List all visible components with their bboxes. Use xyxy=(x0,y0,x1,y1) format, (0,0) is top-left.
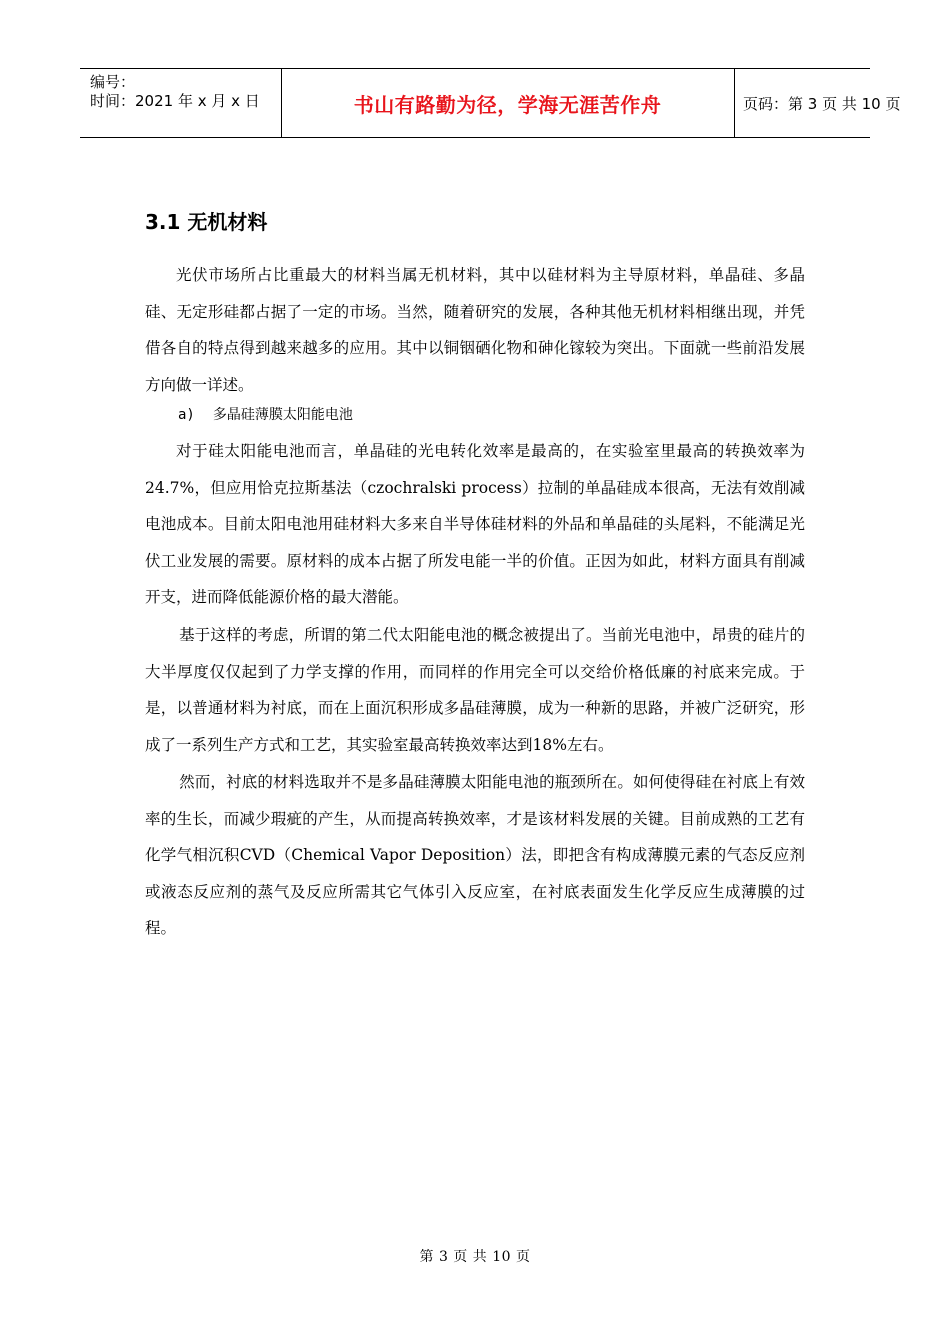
header-page-info: 页码：第 3 页 共 10 页 xyxy=(743,94,901,113)
header-motto-cell xyxy=(281,69,735,137)
header-motto: 书山有路勤为径，学海无涯苦作舟 xyxy=(353,92,662,117)
page-footer: 第 3 页 共 10 页 xyxy=(419,1249,531,1265)
paragraph-substrate: 然而，衬底的材料选取并不是多晶硅薄膜太阳能电池的瓶颈所在。如何使得硅在衬底上有效率的生长，而减少瑕疵的产生，从而提高转换效率，才是该材料发展的关键。目前成熟的工艺有化学气相沉积CVD（Chemical Vapor Deposition）法，即把含有构成薄膜元素的气态反应剂或液态反应剂的蒸气及反应所需其它气体引入反应室，在衬底表面发生化学反应生成薄膜的过程。 xyxy=(145,773,805,937)
document-date-label: 时间：2021 年 x 月 x 日 xyxy=(90,92,260,110)
subheading xyxy=(178,404,353,424)
header-page-cell xyxy=(735,69,901,137)
subheading-label: 多晶硅薄膜太阳能电池 xyxy=(212,407,353,423)
paragraph-intro: 光伏市场所占比重最大的材料当属无机材料，其中以硅材料为主导原材料，单晶硅、多晶硅、无定形硅都占据了一定的市场。当然，随着研究的发展，各种其他无机材料相继出现，并凭借各自的特点得到越来越多的应用。其中以铜铟硒化物和砷化镓较为突出。下面就一些前沿发展方向做一详述。 xyxy=(145,266,805,394)
section-title: 3.1 无机材料 xyxy=(145,210,268,234)
subheading-marker: a) xyxy=(178,407,195,423)
header-meta-cell xyxy=(80,69,282,137)
document-number-label: 编号： xyxy=(90,73,136,91)
page-header xyxy=(80,68,901,138)
paragraph-silicon-efficiency: 对于硅太阳能电池而言，单晶硅的光电转化效率是最高的，在实验室里最高的转换效率为24.7%，但应用恰克拉斯基法（czochralski process）拉制的单晶硅成本很高，无法有效削减电池成本。目前太阳电池用硅材料大多来自半导体硅材料的外品和单晶硅的头尾料，不能满足光伏工业发展的需要。原材料的成本占据了所发电能一半的价值。正因为如此，材料方面具有削减开支，进而降低能源价格的最大潜能。 xyxy=(145,442,805,606)
paragraph-second-generation: 基于这样的考虑，所谓的第二代太阳能电池的概念被提出了。当前光电池中，昂贵的硅片的大半厚度仅仅起到了力学支撑的作用，而同样的作用完全可以交给价格低廉的衬底来完成。于是，以普通材料为衬底，而在上面沉积形成多晶硅薄膜，成为一种新的思路，并被广泛研究，形成了一系列生产方式和工艺，其实验室最高转换效率达到18%左右。 xyxy=(145,626,805,754)
